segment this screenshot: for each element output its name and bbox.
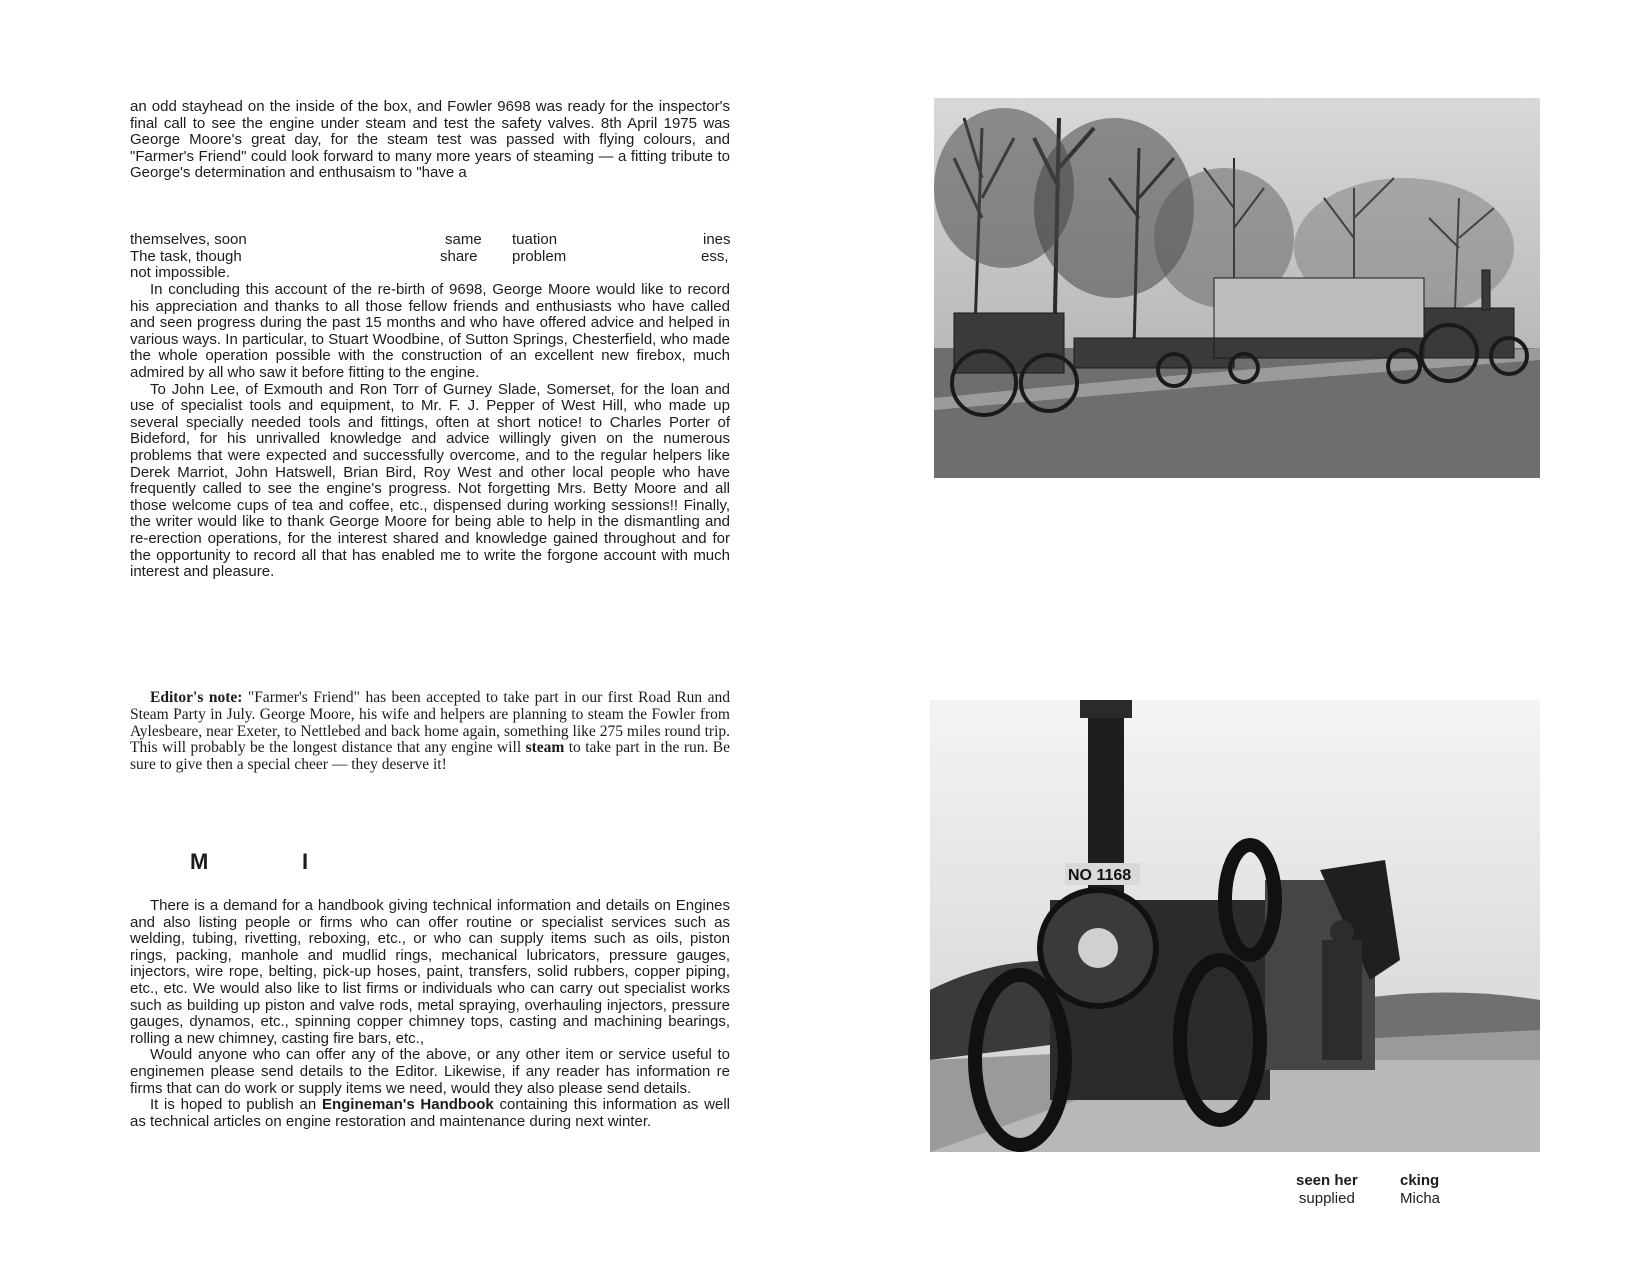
fragment-text: share [440,247,478,265]
editor-note-text: to take part in the run. Be sure to give then a special cheer — they deserve it! [130,739,730,774]
fragment-text: themselves, soon [130,231,247,248]
editor-note-emphasis: steam [525,739,565,757]
caption-line: supplied [1298,1190,1355,1207]
fragment-text: problem [512,247,567,265]
fragment-text: The task, though [130,247,242,265]
paragraph-span: It is hoped to publish an [150,1096,322,1114]
photo-caption-left [1296,1172,1358,1208]
fragment-row [130,249,730,266]
paragraph-span: containing this information as well as technical articles on engine restoration and maintenance during next winter. [130,1096,730,1130]
editor-note-paragraph [130,690,730,774]
editor-note-label: Editor's note: [150,689,243,706]
fragment-text: same [445,231,482,248]
fragment-text: ess, [701,247,729,265]
photo-caption-right [1400,1172,1440,1208]
road-train-illustration [934,98,1540,478]
fragment-row [130,232,730,249]
fragment-row [130,265,730,282]
editor-note [130,690,730,774]
caption-line: cking [1400,1172,1440,1189]
article-paragraph-intro [130,99,730,182]
caption-line: Micha [1400,1190,1441,1207]
paragraph-text: There is a demand for a handbook giving technical information and details on Engines and also listing people or firms who can offer routine or specialist services such as welding, tubing, rivetting, reboxing, etc., or who can supply items such as oils, piston rings, packing, manhole and mudlid rings, mechanical lubricators, pressure gauges, injectors, wire rope, belting, pick-up hoses, paint, transfers, solid rubbers, copper piping, etc., etc. We would also like to list firms or individuals who can carry out specialist works such as building up piston and valve rods, metal spraying, overhauling injectors, pressure gauges, dynamos, etc., spinning copper chimney tops, casting and machining bearings, rolling a new chimney, casting fire bars, etc., [130,897,730,1047]
heading-letter: I [302,849,309,874]
paragraph-text: To John Lee, of Exmouth and Ron Torr of Gurney Slade, Somerset, for the loan and use of specialist tools and equipment, to Mr. F. J. Pepper of West Hill, who made up several specially needed tools and fittings, often at short notice! to Charles Porter of Bideford, for his unrivalled knowledge and advice willingly given on the numerous problems that were expected and successfully overcome, and to the regular helpers like Derek Marriot, John Hatswell, Brian Bird, Roy West and other local people who have frequently called to see the engine's progress. Not forgetting Mrs. Betty Moore and all those welcome cups of tea and coffee, etc., dispensed during working sessions!! Finally, the writer would like to thank George Moore for being able to help in the dismantling and re-erection operations, for the interest shared and knowledge gained throughout and for the opportunity to record all that has enabled me to write the forgone account with much interest and pleasure. [130,380,730,581]
handbook-title: Engineman's Handbook [321,1096,494,1114]
fragment-text: ines [703,231,731,248]
paragraph-text [130,1097,730,1130]
caption-line: seen her [1296,1172,1358,1189]
paragraph-text: In concluding this account of the re-birth of 9698, George Moore would like to record his appreciation and thanks to all those fellow friends and enthusiasts who have called and seen progress during the past 15 months and who have offered advice and helped in various ways. In particular, to Stuart Woodbine, of Sutton Springs, Chesterfield, who made the whole operation possible with the construction of an excellent new firebox, much admired by all who saw it before fitting to the engine. [130,281,730,381]
handbook-section [130,898,730,1130]
traction-engine-illustration [930,700,1540,1152]
article-thanks [130,282,730,581]
photo-road-train [934,98,1540,478]
fragment-text: not impossible. [130,264,231,282]
fragment-text: tuation [512,231,558,248]
fragmented-lines [130,232,730,282]
heading-letter: M [190,849,209,874]
editor-note-text: "Farmer's Friend" has been accepted to take part in our first Road Run and Steam Party in July. George Moore, his wife and helpers are planning to steam the Fowler from Aylesbeare, near Exeter, to Nettlebed and back home again, something like 275 miles round trip. This will probably be the longest distance that any engine will [130,689,730,757]
paragraph-text: Would anyone who can offer any of the above, or any other item or service useful to enginemen please send details to the Editor. Likewise, if any reader has information re firms that can do work or supply items we need, would they also please send details. [130,1046,730,1097]
paragraph-text: an odd stayhead on the inside of the box, and Fowler 9698 was ready for the inspector's final call to see the engine under steam and test the safety valves. 8th April 1975 was George Moore's great day, for the steam test was passed with flying colours, and "Farmer's Friend" could look forward to many more years of steaming — a fitting tribute to George's determination and enthusaism to "have a [130,98,730,182]
registration-plate: NO 1168 [1068,867,1132,884]
photo-traction-engine [930,700,1540,1152]
